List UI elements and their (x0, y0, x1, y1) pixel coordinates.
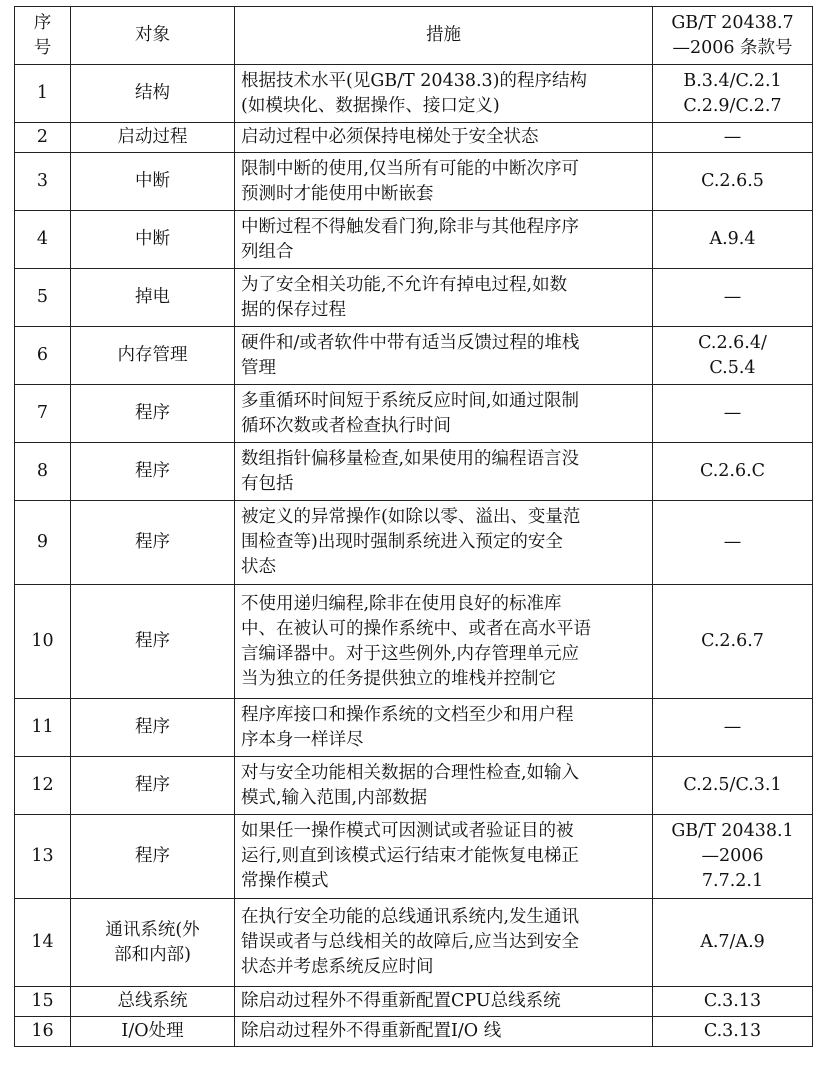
table-row (15, 443, 813, 501)
row-measure: 限制中断的使用,仅当所有可能的中断次序可 预测时才能使用中断嵌套 (235, 153, 653, 211)
row-measure: 为了安全相关功能,不允许有掉电过程,如数 据的保存过程 (235, 269, 653, 327)
row-object: 程序 (71, 443, 235, 501)
table-row (15, 699, 813, 757)
row-num: 15 (15, 987, 71, 1017)
row-num: 5 (15, 269, 71, 327)
row-num: 7 (15, 385, 71, 443)
row-num: 16 (15, 1017, 71, 1047)
row-num: 3 (15, 153, 71, 211)
row-num: 13 (15, 815, 71, 899)
row-measure: 多重循环时间短于系统反应时间,如通过限制 循环次数或者检查执行时间 (235, 385, 653, 443)
table-row (15, 385, 813, 443)
header-num: 序 号 (15, 7, 71, 65)
row-num: 6 (15, 327, 71, 385)
row-num: 10 (15, 585, 71, 699)
row-measure: 对与安全功能相关数据的合理性检查,如输入 模式,输入范围,内部数据 (235, 757, 653, 815)
row-num: 11 (15, 699, 71, 757)
row-object: 结构 (71, 65, 235, 123)
row-object: 内存管理 (71, 327, 235, 385)
row-clause: C.2.6.7 (653, 585, 813, 699)
row-clause: — (653, 385, 813, 443)
row-measure: 根据技术水平(见GB/T 20438.3)的程序结构 (如模块化、数据操作、接口定义) (235, 65, 653, 123)
row-clause: — (653, 501, 813, 585)
row-measure: 如果任一操作模式可因测试或者验证目的被 运行,则直到该模式运行结束才能恢复电梯正 常操作模式 (235, 815, 653, 899)
row-clause: — (653, 699, 813, 757)
row-object: I/O处理 (71, 1017, 235, 1047)
table-row (15, 269, 813, 327)
header-measure: 措施 (235, 7, 653, 65)
table-row (15, 211, 813, 269)
table-row (15, 815, 813, 899)
table-row (15, 987, 813, 1017)
row-object: 程序 (71, 699, 235, 757)
table-row (15, 585, 813, 699)
row-num: 4 (15, 211, 71, 269)
header-object: 对象 (71, 7, 235, 65)
row-clause: — (653, 123, 813, 153)
row-object: 程序 (71, 385, 235, 443)
row-num: 8 (15, 443, 71, 501)
row-num: 12 (15, 757, 71, 815)
table-row (15, 327, 813, 385)
table-row (15, 501, 813, 585)
row-measure: 在执行安全功能的总线通讯系统内,发生通讯 错误或者与总线相关的故障后,应当达到安全 状态并考虑系统反应时间 (235, 899, 653, 987)
row-measure: 除启动过程外不得重新配置I/O 线 (235, 1017, 653, 1047)
row-measure: 数组指针偏移量检查,如果使用的编程语言没 有包括 (235, 443, 653, 501)
row-clause: A.9.4 (653, 211, 813, 269)
row-object: 通讯系统(外 部和内部) (71, 899, 235, 987)
row-object: 总线系统 (71, 987, 235, 1017)
row-measure: 中断过程不得触发看门狗,除非与其他程序序 列组合 (235, 211, 653, 269)
row-clause: C.3.13 (653, 987, 813, 1017)
row-object: 中断 (71, 153, 235, 211)
header-clause: GB/T 20438.7 —2006 条款号 (653, 7, 813, 65)
table-row (15, 1017, 813, 1047)
table-row (15, 65, 813, 123)
row-object: 启动过程 (71, 123, 235, 153)
row-clause: — (653, 269, 813, 327)
table-row (15, 153, 813, 211)
table-row (15, 123, 813, 153)
row-num: 1 (15, 65, 71, 123)
row-clause: C.2.5/C.3.1 (653, 757, 813, 815)
row-object: 程序 (71, 815, 235, 899)
row-measure: 程序库接口和操作系统的文档至少和用户程 序本身一样详尽 (235, 699, 653, 757)
row-num: 14 (15, 899, 71, 987)
row-object: 程序 (71, 757, 235, 815)
table-row (15, 899, 813, 987)
row-num: 9 (15, 501, 71, 585)
measures-table-container (14, 6, 813, 1047)
row-clause: C.2.6.4/ C.5.4 (653, 327, 813, 385)
row-measure: 硬件和/或者软件中带有适当反馈过程的堆栈 管理 (235, 327, 653, 385)
row-measure: 不使用递归编程,除非在使用良好的标准库 中、在被认可的操作系统中、或者在高水平语 言编译器中。对于这些例外,内存管理单元应 当为独立的任务提供独立的堆栈并控制它 (235, 585, 653, 699)
row-clause: A.7/A.9 (653, 899, 813, 987)
row-clause: C.2.6.C (653, 443, 813, 501)
row-object: 程序 (71, 585, 235, 699)
row-object: 程序 (71, 501, 235, 585)
row-clause: B.3.4/C.2.1 C.2.9/C.2.7 (653, 65, 813, 123)
row-num: 2 (15, 123, 71, 153)
row-clause: C.2.6.5 (653, 153, 813, 211)
table-row (15, 757, 813, 815)
row-measure: 启动过程中必须保持电梯处于安全状态 (235, 123, 653, 153)
header-row (15, 7, 813, 65)
row-measure: 除启动过程外不得重新配置CPU总线系统 (235, 987, 653, 1017)
row-measure: 被定义的异常操作(如除以零、溢出、变量范 围检查等)出现时强制系统进入预定的安全 状态 (235, 501, 653, 585)
measures-table (14, 6, 813, 1047)
row-object: 掉电 (71, 269, 235, 327)
row-clause: GB/T 20438.1 —2006 7.7.2.1 (653, 815, 813, 899)
row-object: 中断 (71, 211, 235, 269)
row-clause: C.3.13 (653, 1017, 813, 1047)
